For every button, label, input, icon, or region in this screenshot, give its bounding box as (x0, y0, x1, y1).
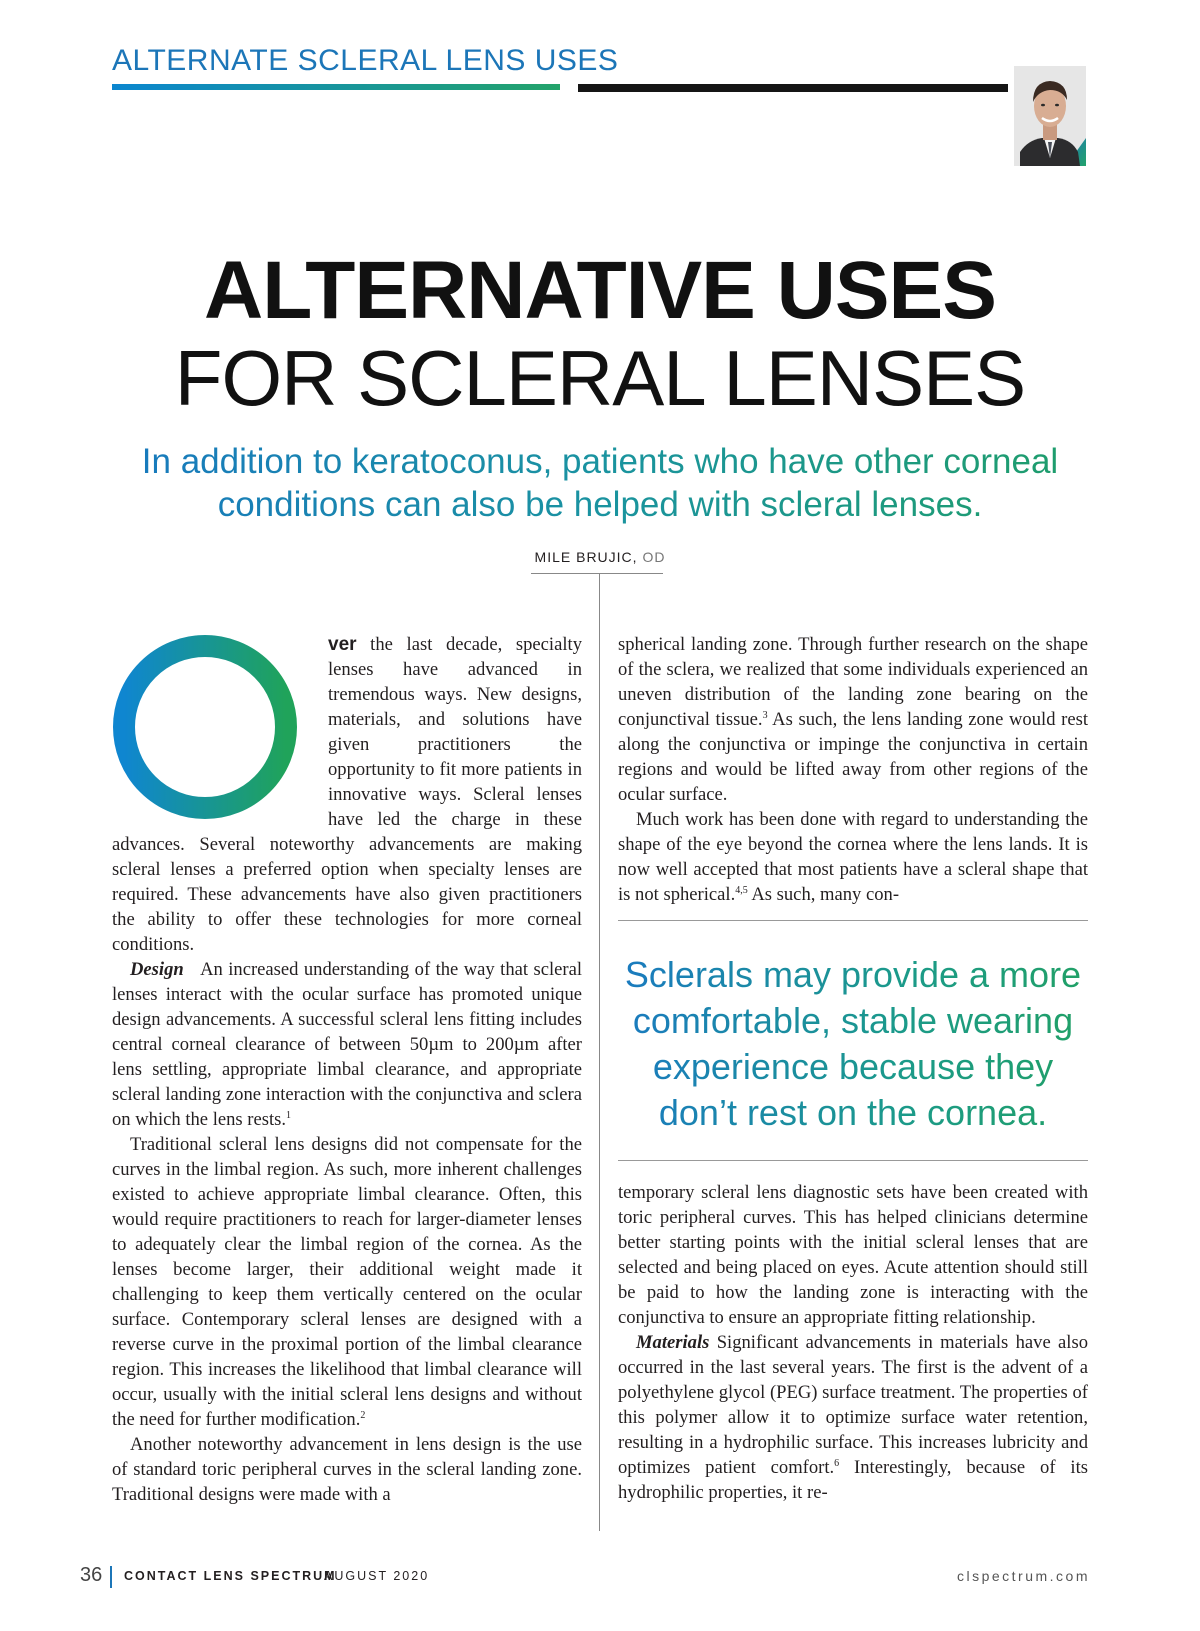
section-label: ALTERNATE SCLERAL LENS USES (112, 44, 619, 77)
reference-sup: 1 (286, 1109, 292, 1121)
lead-in: ver (328, 634, 357, 655)
paragraph-text: Another noteworthy advancement in lens design is the use of standard toric peripheral curves in the scleral landing zone. Traditional designs were made with a (112, 1434, 582, 1505)
article-deck: In addition to keratoconus, patients who have other corneal conditions can also be helped with scleral lenses. (80, 440, 1120, 526)
reference-sup: 3 (762, 709, 768, 721)
paragraph (112, 1432, 582, 1507)
magazine-name: CONTACT LENS SPECTRUM (124, 1569, 337, 1583)
issue-date: AUGUST 2020 (324, 1569, 430, 1583)
website-link[interactable]: clspectrum.com (956, 1568, 1090, 1584)
paragraph-text: spherical landing zone. Through further research on the shape of the sclera, we realized that some individuals experienced an uneven distribution of the landing zone bearing on the conjunctival tissue. (618, 634, 1088, 730)
paragraph-text: temporary scleral lens diagnostic sets have been created with toric peripheral curves. This has helped clinicians determine better starting points with the initial scleral lenses that are selected and being placed on eyes. Acute attention should still be paid to how the landing zone is interacting with the conjunctiva to ensure an appropriate fitting relationship. (618, 1182, 1088, 1328)
paragraph-text: Traditional scleral lens designs did not compensate for the curves in the limbal region. As such, more inherent challenges existed to achieve appropriate limbal clearance. Often, this would require practitioners to reach for larger-diameter lenses to adequately clear the limbal region of the cornea. As the lenses become larger, their additional weight made it challenging to keep them vertically centered on the ocular surface. Contemporary scleral lenses are designed with a reverse curve in the proximal portion of the limbal clearance region. This increases the likelihood that limbal clearance will occur, usually with the initial scleral lens designs and without the need for further modification. (112, 1134, 582, 1430)
paragraph-text: Significant advancements in materials have also occurred in the last several years. The first is the advent of a polyethylene glycol (PEG) surface treatment. The properties of this polymer allow it to optimize surface water retention, resulting in a hydrophilic surface. This increases lubricity and optimizes patient comfort. (618, 1332, 1088, 1478)
right-column-bottom (618, 1180, 1088, 1505)
paragraph (618, 1330, 1088, 1505)
left-column (112, 632, 582, 1507)
pullquote-rule-bottom (618, 1160, 1088, 1161)
paragraph (112, 957, 582, 1132)
article-title: ALTERNATIVE USES (204, 245, 996, 336)
reference-sup: 4,5 (735, 884, 748, 896)
author-credential: OD (642, 549, 666, 565)
author-photo (1014, 66, 1086, 166)
paragraph-text: the last decade, specialty lenses have advanced in tremendous ways. New designs, materials, and solutions have given practitioners the opportunity to fit more patients in innovative ways. Scleral lenses have led the charge in these advances. Several noteworthy advancements are making scleral lenses a preferred option when specialty lenses are required. These advancements have also given practitioners the ability to offer these technologies for more corneal conditions. (112, 634, 582, 955)
paragraph-text: As such, the lens landing zone would rest along the conjunctiva or impinge the conjunctiva in certain regions and would be lifted away from other regions of the ocular surface. (618, 709, 1088, 805)
dropcap-ring (110, 634, 320, 824)
page-footer (80, 1564, 1090, 1590)
section-underline (112, 84, 560, 90)
paragraph-text: An increased understanding of the way that scleral lenses interact with the ocular surface has promoted unique design advancements. A successful scleral lens fitting includes central corneal clearance of between 50µm to 200µm after lens settling, appropriate limbal clearance, and appropriate scleral landing zone interaction with the conjunctiva and sclera on which the lens rests. (112, 959, 582, 1130)
column-rule (599, 573, 600, 1531)
dropcap-o-icon (110, 634, 310, 824)
inline-subhead-materials: Materials (636, 1332, 710, 1353)
paragraph (112, 1132, 582, 1432)
right-column-top (618, 632, 1088, 907)
pullquote-rule-top (618, 920, 1088, 921)
article-title-line2: FOR SCLERAL LENSES (174, 334, 1026, 422)
paragraph (618, 807, 1088, 907)
author-name: MILE BRUJIC, (534, 549, 638, 565)
pullquote: Sclerals may provide a more comfortable, stable wearing experience because they don’t rest on the cornea. (618, 952, 1088, 1136)
header-rule (578, 84, 1008, 92)
paragraph (618, 1180, 1088, 1330)
paragraph-text: Interestingly, because of its hydrophilic properties, it re- (618, 1457, 1088, 1503)
inline-subhead-design: Design (130, 959, 184, 980)
author-portrait-icon (1014, 66, 1086, 166)
dropcap-letter: O (204, 734, 206, 735)
footer-divider (110, 1566, 112, 1588)
paragraph-text: As such, many con- (747, 884, 900, 905)
byline-rule (531, 573, 663, 574)
paragraph (618, 632, 1088, 807)
reference-sup: 6 (834, 1457, 840, 1469)
reference-sup: 2 (360, 1409, 366, 1421)
page-number: 36 (80, 1564, 103, 1586)
byline (0, 549, 1200, 565)
paragraph-text: Much work has been done with regard to understanding the shape of the eye beyond the cornea where the lens lands. It is now well accepted that most patients have a scleral shape that is not spherical. (618, 809, 1088, 905)
